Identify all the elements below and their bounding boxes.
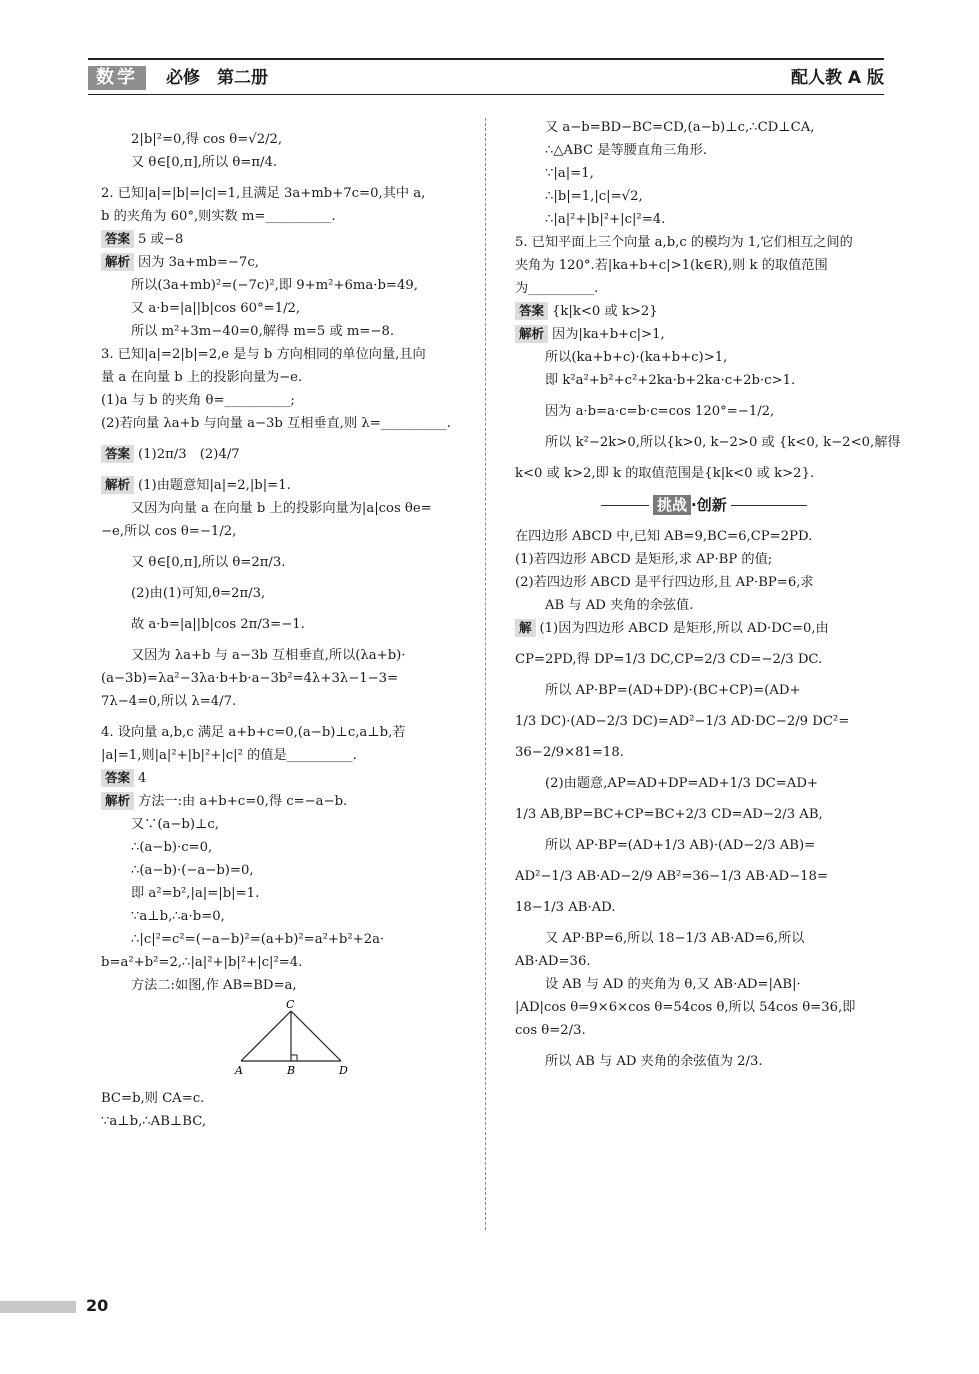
text-line: 即 k²a²+b²+c²+2ka·b+2ka·c+2b·c>1. <box>545 373 796 388</box>
text-line: 1/3 DC)·(AD−2/3 DC)=AD²−1/3 AD·DC−2/9 DC²= <box>515 714 850 729</box>
book-title: 必修 第二册 <box>166 68 268 88</box>
text-line: 所以 m²+3m−40=0,解得 m=5 或 m=−8. <box>131 324 395 339</box>
text-line: 又 a·b=|a||b|cos 60°=1/2, <box>131 301 301 316</box>
text-line: ∵a⊥b,∴AB⊥BC, <box>101 1114 207 1129</box>
triangle-diagram <box>231 999 371 1079</box>
text-line: (1)由题意知|a|=2,|b|=1. <box>138 478 291 493</box>
text-line: cos θ=2/3. <box>515 1023 586 1038</box>
right-column <box>515 116 901 1073</box>
question-2: 2. 已知|a|=|b|=|c|=1,且满足 3a+mb+7c=0,其中 a, <box>101 186 426 201</box>
point-b-label: B <box>287 1064 296 1077</box>
point-a-label: A <box>235 1064 243 1077</box>
text-line: ∴|c|²=c²=(−a−b)²=(a+b)²=a²+b²+2a· <box>131 932 385 947</box>
analysis-tag: 解析 <box>101 253 134 271</box>
text-line: −e,所以 cos θ=−1/2, <box>101 524 237 539</box>
question-5: 5. 已知平面上三个向量 a,b,c 的模均为 1,它们相互之间的 <box>515 235 853 250</box>
text-line: k<0 或 k>2,即 k 的取值范围是{k|k<0 或 k>2}. <box>515 466 815 481</box>
text-line: b 的夹角为 60°,则实数 m=__________. <box>101 209 336 224</box>
text-line: 所以 AB 与 AD 夹角的余弦值为 2/3. <box>545 1054 763 1069</box>
text-line: 2|b|²=0,得 cos θ=√2/2, <box>131 132 283 147</box>
text-line: 所以 AP·BP=(AD+1/3 AB)·(AD−2/3 AB)= <box>545 838 816 853</box>
text-line: 因为 a·b=a·c=b·c=cos 120°=−1/2, <box>545 404 775 419</box>
header-top-rule <box>88 58 884 60</box>
answer-text: (1)2π/3 (2)4/7 <box>138 447 240 462</box>
text-line: 又 AP·BP=6,所以 18−1/3 AB·AD=6,所以 <box>545 931 805 946</box>
analysis-tag: 解析 <box>101 792 134 810</box>
text-line: 因为|ka+b+c|>1, <box>552 327 665 342</box>
page-number: 20 <box>86 1296 109 1315</box>
text-line: 7λ−4=0,所以 λ=4/7. <box>101 694 237 709</box>
challenge-rest: ·创新 <box>691 496 727 514</box>
solution-tag: 解 <box>515 619 536 637</box>
text-line: (2)由题意,AP=AD+DP=AD+1/3 DC=AD+ <box>545 776 818 791</box>
text-line: (2)若向量 λa+b 与向量 a−3b 互相垂直,则 λ=__________. <box>101 416 451 431</box>
answer-tag: 答案 <box>101 230 134 248</box>
challenge-box: 挑战 <box>653 495 691 515</box>
text-line: 1/3 AB,BP=BC+CP=BC+2/3 CD=AD−2/3 AB, <box>515 807 823 822</box>
text-line: 夹角为 120°.若|ka+b+c|>1(k∈R),则 k 的取值范围 <box>515 258 828 273</box>
text-line: (1)因为四边形 ABCD 是矩形,所以 AD·DC=0,由 <box>539 621 829 636</box>
text-line: AB·AD=36. <box>515 954 591 969</box>
edition-label: 配人教 A 版 <box>791 68 884 88</box>
answer-text: 5 或−8 <box>138 232 184 247</box>
analysis-tag: 解析 <box>101 476 134 494</box>
text-line: CP=2PD,得 DP=1/3 DC,CP=2/3 CD=−2/3 DC. <box>515 652 823 667</box>
text-line: 方法一:由 a+b+c=0,得 c=−a−b. <box>138 794 348 809</box>
text-line: ∴△ABC 是等腰直角三角形. <box>545 143 707 158</box>
text-line: (2)若四边形 ABCD 是平行四边形,且 AP·BP=6,求 <box>515 575 814 590</box>
text-line: (2)由(1)可知,θ=2π/3, <box>131 586 266 601</box>
text-line: ∴|a|²+|b|²+|c|²=4. <box>545 212 666 227</box>
text-line: ∴|b|=1,|c|=√2, <box>545 189 643 204</box>
text-line: 为__________. <box>515 281 599 296</box>
text-line: ∵|a|=1, <box>545 166 594 181</box>
analysis-tag: 解析 <box>515 325 548 343</box>
text-line: 又因为向量 a 在向量 b 上的投影向量为|a|cos θe= <box>131 501 432 516</box>
point-c-label: C <box>286 999 295 1011</box>
text-line: BC=b,则 CA=c. <box>101 1091 205 1106</box>
text-line: 36−2/9×81=18. <box>515 745 624 760</box>
answer-tag: 答案 <box>515 302 548 320</box>
text-line: AD²−1/3 AB·AD−2/9 AB²=36−1/3 AB·AD−18= <box>515 869 828 884</box>
text-line: 又因为 λa+b 与 a−3b 互相垂直,所以(λa+b)· <box>131 648 406 663</box>
point-d-label: D <box>339 1064 348 1077</box>
text-line: (a−3b)=λa²−3λa·b+b·a−3b²=4λ+3λ−1−3= <box>101 671 399 686</box>
text-line: ∵a⊥b,∴a·b=0, <box>131 909 225 924</box>
text-line: 设 AB 与 AD 的夹角为 θ,又 AB·AD=|AB|· <box>545 977 801 992</box>
text-line: 所以 k²−2k>0,所以{k>0, k−2>0 或 {k<0, k−2<0,解得 <box>545 435 901 450</box>
text-line: (1)若四边形 ABCD 是矩形,求 AP·BP 的值; <box>515 552 773 567</box>
text-line: 又 θ∈[0,π],所以 θ=2π/3. <box>131 555 286 570</box>
question-3: 3. 已知|a|=2|b|=2,e 是与 b 方向相同的单位向量,且向 <box>101 347 426 362</box>
text-line: 因为 3a+mb=−7c, <box>138 255 259 270</box>
text-line: 所以(3a+mb)²=(−7c)²,即 9+m²+6ma·b=49, <box>131 278 418 293</box>
text-line: b=a²+b²=2,∴|a|²+|b|²+|c|²=4. <box>101 955 303 970</box>
answer-tag: 答案 <box>101 445 134 463</box>
text-line: ∴(a−b)·(−a−b)=0, <box>131 863 254 878</box>
text-line: 又 θ∈[0,π],所以 θ=π/4. <box>131 155 278 170</box>
challenge-section-header <box>515 489 883 523</box>
page-number-bar <box>0 1301 76 1313</box>
text-line: 又∵(a−b)⊥c, <box>131 817 219 832</box>
text-line: 即 a²=b²,|a|=|b|=1. <box>131 886 260 901</box>
text-line: (1)a 与 b 的夹角 θ=__________; <box>101 393 295 408</box>
text-line: 又 a−b=BD−BC=CD,(a−b)⊥c,∴CD⊥CA, <box>545 120 815 135</box>
subject-badge: 数学 <box>88 66 146 90</box>
text-line: 方法二:如图,作 AB=BD=a, <box>131 978 297 993</box>
text-line: 所以 AP·BP=(AD+DP)·(BC+CP)=(AD+ <box>545 683 801 698</box>
text-line: AB 与 AD 夹角的余弦值. <box>545 598 694 613</box>
text-line: 故 a·b=|a||b|cos 2π/3=−1. <box>131 617 305 632</box>
answer-tag: 答案 <box>101 769 134 787</box>
left-column <box>101 128 473 1133</box>
column-divider <box>485 118 486 1230</box>
text-line: 量 a 在向量 b 上的投影向量为−e. <box>101 370 303 385</box>
text-line: 18−1/3 AB·AD. <box>515 900 616 915</box>
text-line: 在四边形 ABCD 中,已知 AB=9,BC=6,CP=2PD. <box>515 529 813 544</box>
question-4: 4. 设向量 a,b,c 满足 a+b+c=0,(a−b)⊥c,a⊥b,若 <box>101 725 406 740</box>
text-line: 所以(ka+b+c)·(ka+b+c)>1, <box>545 350 728 365</box>
header-bottom-rule <box>88 94 884 95</box>
text-line: |a|=1,则|a|²+|b|²+|c|² 的值是__________. <box>101 748 357 763</box>
answer-text: {k|k<0 或 k>2} <box>552 304 658 319</box>
answer-text: 4 <box>138 771 147 786</box>
text-line: ∴(a−b)·c=0, <box>131 840 213 855</box>
text-line: |AD|cos θ=9×6×cos θ=54cos θ,所以 54cos θ=36,即 <box>515 1000 856 1015</box>
